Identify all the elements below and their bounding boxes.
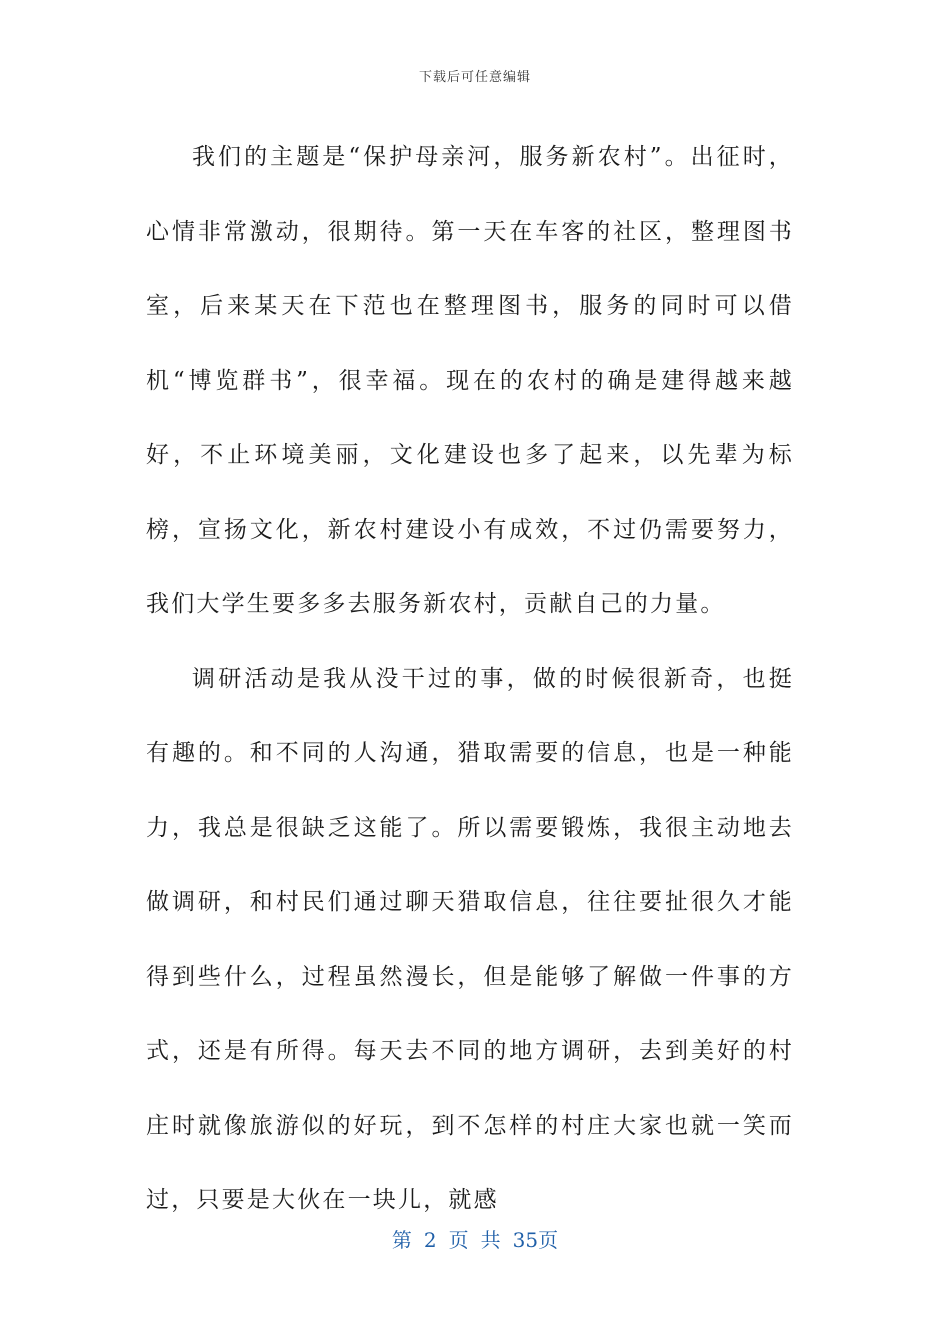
paragraph-1: 我们的主题是“保护母亲河，服务新农村”。出征时，心情非常激动，很期待。第一天在车客的社区，整理图书室，后来某天在下范也在整理图书，服务的同时可以借机“博览群书”，很幸福。现在的农村的确是建得越来越好，不止环境美丽，文化建设也多了起来，以先辈为标榜，宣扬文化，新农村建设小有成效，不过仍需要努力，我们大学生要多多去服务新农村，贡献自己的力量。 [146,144,794,617]
paragraph-2: 调研活动是我从没干过的事，做的时候很新奇，也挺有趣的。和不同的人沟通，猎取需要的信息，也是一种能力，我总是很缺乏这能了。所以需要锻炼，我很主动地去做调研，和村民们通过聊天猎取信息，往往要扯很久才能得到些什么，过程虽然漫长，但是能够了解做一件事的方式，还是有所得。每天去不同的地方调研，去到美好的村庄时就像旅游似的好玩，到不怎样的村庄大家也就一笑而过，只要是大伙在一块儿，就感 [146,665,794,1213]
body-text [146,120,794,1238]
footer-total-prefix: 共 [480,1228,501,1252]
footer-page-unit: 页 [448,1228,469,1252]
page-footer [0,1224,950,1253]
footer-total-unit: 页 [538,1228,559,1252]
footer-current-page: 2 [423,1228,437,1252]
footer-total-pages: 35 [512,1228,539,1252]
header-note: 下载后可任意编辑 [418,70,531,85]
footer-prefix: 第 [391,1228,412,1252]
